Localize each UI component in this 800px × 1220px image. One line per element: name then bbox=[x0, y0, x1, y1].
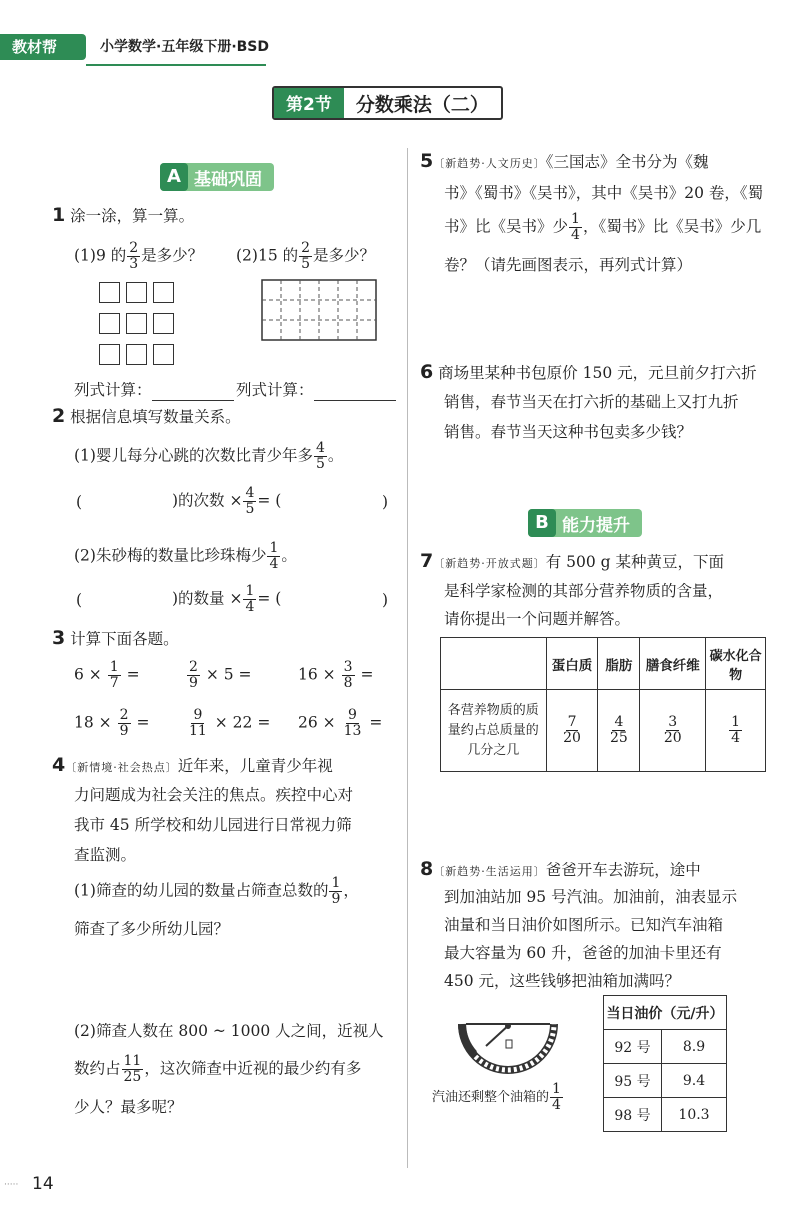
square-cell[interactable] bbox=[126, 313, 147, 334]
section-b-badge bbox=[528, 509, 642, 537]
question-4: 4〔新情境·社会热点〕近年来，儿童青少年视 bbox=[52, 754, 333, 776]
section-title: 分数乘法（二） bbox=[355, 93, 489, 116]
q6-number: 6 bbox=[420, 361, 434, 383]
answer-blank[interactable] bbox=[314, 400, 396, 401]
shading-rectangle[interactable] bbox=[261, 279, 377, 341]
q4-part-1: (1)筛查的幼儿园的数量占筛查总数的 $\frac{1}{9}$ ， bbox=[74, 875, 359, 907]
nutrition-table bbox=[440, 637, 766, 772]
fraction: $\frac{4}{5}$ bbox=[315, 440, 325, 472]
q8-number: 8 bbox=[420, 858, 434, 880]
section-a-label: 基础巩固 bbox=[194, 169, 262, 190]
section-b-label: 能力提升 bbox=[562, 515, 630, 536]
q5-line: 书》《蜀书》《吴书》，其中《吴书》20 卷，《蜀 bbox=[444, 184, 764, 202]
q4-tag: 〔新情境·社会热点〕 bbox=[65, 761, 178, 774]
table-row-label: 各营养物质的质量约占总质量的几分之几 bbox=[441, 690, 547, 772]
fraction: $\frac{1}{4}$ bbox=[245, 583, 255, 615]
table-header: 碳水化合物 bbox=[706, 638, 766, 690]
q8-line: 最大容量为 60 升，爸爸的加油卡里还有 bbox=[444, 944, 722, 962]
q1-text: 涂一涂，算一算。 bbox=[70, 207, 195, 225]
question-8: 8〔新趋势·生活运用〕爸爸开车去游玩，途中 bbox=[420, 858, 701, 880]
q2-eq-2: )的数量 × $\frac{1}{4}$ = ( bbox=[172, 583, 282, 615]
price-cell: 8.9 bbox=[662, 1030, 727, 1064]
q3-item: 18 × $\frac{2}{9}$ = bbox=[74, 707, 150, 739]
q3-item: 6 × $\frac{1}{7}$ = bbox=[74, 659, 140, 691]
square-cell[interactable] bbox=[153, 344, 174, 365]
grade-cell: 98 号 bbox=[604, 1098, 662, 1132]
q1-part-2 bbox=[236, 241, 375, 272]
q1-part-1 bbox=[74, 241, 203, 272]
q2-text: 根据信息填写数量关系。 bbox=[70, 408, 241, 426]
table-cell: $\frac{4}{25}$ bbox=[598, 690, 640, 772]
calc-label: 列式计算： bbox=[236, 381, 314, 399]
square-cell[interactable] bbox=[126, 344, 147, 365]
shading-squares[interactable] bbox=[99, 282, 174, 365]
q8-line: 到加油站加 95 号汽油。加油前，油表显示 bbox=[444, 888, 738, 906]
fraction: $\frac{1}{4}$ bbox=[269, 540, 279, 572]
question-6: 6 商场里某种书包原价 150 元，元旦前夕打六折 bbox=[420, 361, 757, 383]
q4-number: 4 bbox=[52, 754, 66, 776]
price-table-header: 当日油价（元/升） bbox=[604, 996, 727, 1030]
q2-part-1: (1)婴儿每分心跳的次数比青少年多 $\frac{4}{5}$ 。 bbox=[74, 440, 344, 472]
q7-line: 是科学家检测的其部分营养物质的含量， bbox=[444, 582, 724, 600]
q7-tag: 〔新趋势·开放式题〕 bbox=[433, 557, 546, 570]
table-header: 膳食纤维 bbox=[640, 638, 706, 690]
q5-number: 5 bbox=[420, 150, 434, 172]
square-cell[interactable] bbox=[99, 344, 120, 365]
q1-p2-pre: (2)15 的 bbox=[236, 246, 299, 265]
section-a-letter: A bbox=[160, 163, 188, 191]
q2-number: 2 bbox=[52, 405, 66, 427]
fraction: $\frac{2}{3}$ bbox=[129, 240, 139, 272]
section-heading bbox=[272, 86, 503, 120]
q3-item: $\frac{2}{9}$ × 5 = bbox=[189, 659, 252, 691]
fraction: $\frac{2}{5}$ bbox=[301, 240, 311, 272]
square-cell[interactable] bbox=[99, 282, 120, 303]
square-cell[interactable] bbox=[99, 313, 120, 334]
q4-line: 力问题成为社会关注的焦点。疾控中心对 bbox=[74, 786, 354, 804]
question-1 bbox=[52, 204, 194, 227]
section-b-letter: B bbox=[528, 509, 556, 537]
q5-line: 卷？（请先画图表示，再列式计算） bbox=[444, 256, 693, 274]
q4-line: 我市 45 所学校和幼儿园进行日常视力筛 bbox=[74, 816, 352, 834]
gauge-caption: 汽油还剩整个油箱的 $\frac{1}{4}$ bbox=[432, 1081, 561, 1113]
q6-line: 销售。春节当天这种书包卖多少钱？ bbox=[444, 423, 693, 441]
table-cell: $\frac{1}{4}$ bbox=[706, 690, 766, 772]
table-corner bbox=[441, 638, 547, 690]
q3-number: 3 bbox=[52, 627, 66, 649]
question-2 bbox=[52, 405, 241, 428]
q4-line: 查监测。 bbox=[74, 846, 137, 864]
fuel-gauge-icon bbox=[458, 1016, 558, 1076]
table-header: 脂肪 bbox=[598, 638, 640, 690]
brand-tab: 教材帮 bbox=[0, 34, 86, 60]
question-5: 5〔新趋势·人文历史〕《三国志》全书分为《魏 bbox=[420, 150, 709, 172]
q1-p2-post: 是多少？ bbox=[313, 246, 376, 265]
q3-item: 26 × $\frac{9}{13}$ = bbox=[298, 707, 383, 739]
q3-item: $\frac{9}{11}$ × 22 = bbox=[189, 707, 271, 739]
q2-eq-1: )的次数 × $\frac{4}{5}$ = ( bbox=[172, 485, 282, 517]
book-title: 小学数学·五年级下册·BSD bbox=[100, 39, 270, 55]
section-a-badge bbox=[160, 163, 274, 191]
q7-number: 7 bbox=[420, 550, 434, 572]
table-header: 蛋白质 bbox=[546, 638, 598, 690]
q5-line: 书》比《吴书》少 $\frac{1}{4}$ ，《蜀书》比《吴书》少几 bbox=[444, 211, 762, 243]
q1-calc-1 bbox=[74, 379, 234, 401]
table-cell: $\frac{7}{20}$ bbox=[546, 690, 598, 772]
square-cell[interactable] bbox=[126, 282, 147, 303]
oil-price-table bbox=[603, 995, 727, 1132]
grade-cell: 95 号 bbox=[604, 1064, 662, 1098]
q7-line: 请你提出一个问题并解答。 bbox=[444, 610, 631, 628]
table-cell: $\frac{3}{20}$ bbox=[640, 690, 706, 772]
q2-eq-2-open: ( bbox=[76, 591, 83, 609]
question-3 bbox=[52, 627, 179, 650]
q2-eq-1-open: ( bbox=[76, 493, 83, 511]
fraction: $\frac{4}{5}$ bbox=[245, 485, 255, 517]
price-cell: 10.3 bbox=[662, 1098, 727, 1132]
footer-dots: ····· bbox=[4, 1180, 19, 1190]
q1-p1-post: 是多少？ bbox=[141, 246, 204, 265]
question-7: 7〔新趋势·开放式题〕有 500 g 某种黄豆，下面 bbox=[420, 550, 725, 572]
section-number: 第2节 bbox=[274, 88, 344, 118]
q2-eq-1-close: ) bbox=[382, 493, 389, 511]
q1-number: 1 bbox=[52, 204, 66, 226]
q3-item: 16 × $\frac{3}{8}$ = bbox=[298, 659, 374, 691]
q3-text: 计算下面各题。 bbox=[70, 630, 179, 648]
q2-eq-2-close: ) bbox=[382, 591, 389, 609]
q8-line: 油量和当日油价如图所示。已知汽车油箱 bbox=[444, 916, 724, 934]
q2-p2-text: (2)朱砂梅的数量比珍珠梅少 bbox=[74, 546, 267, 565]
q2-p1-text: (1)婴儿每分心跳的次数比青少年多 bbox=[74, 446, 313, 465]
q8-line: 450 元，这些钱够把油箱加满吗？ bbox=[444, 972, 681, 990]
column-divider bbox=[407, 148, 408, 1168]
q2-part-2: (2)朱砂梅的数量比珍珠梅少 $\frac{1}{4}$ 。 bbox=[74, 540, 297, 572]
header-rule bbox=[86, 64, 266, 66]
q8-tag: 〔新趋势·生活运用〕 bbox=[433, 865, 546, 878]
price-cell: 9.4 bbox=[662, 1064, 727, 1098]
q4-part-2-line1: (2)筛查人数在 800 ~ 1000 人之间，近视人 bbox=[74, 1022, 384, 1040]
q1-p1-pre: (1)9 的 bbox=[74, 246, 127, 265]
square-cell[interactable] bbox=[153, 282, 174, 303]
q5-tag: 〔新趋势·人文历史〕 bbox=[433, 157, 546, 170]
grade-cell: 92 号 bbox=[604, 1030, 662, 1064]
answer-blank[interactable] bbox=[152, 400, 234, 401]
q4-part-2-line3: 少人？最多呢？ bbox=[74, 1098, 183, 1116]
q4-part-2-line2: 数约占 $\frac{11}{25}$ ，这次筛查中近视的最少约有多 bbox=[74, 1053, 362, 1085]
q1-calc-2 bbox=[236, 379, 396, 401]
page-number: 14 bbox=[32, 1174, 54, 1194]
square-cell[interactable] bbox=[153, 313, 174, 334]
calc-label: 列式计算： bbox=[74, 381, 152, 399]
q6-line: 销售，春节当天在打六折的基础上又打九折 bbox=[444, 393, 739, 411]
q4-part-1-line2: 筛查了多少所幼儿园？ bbox=[74, 920, 230, 938]
